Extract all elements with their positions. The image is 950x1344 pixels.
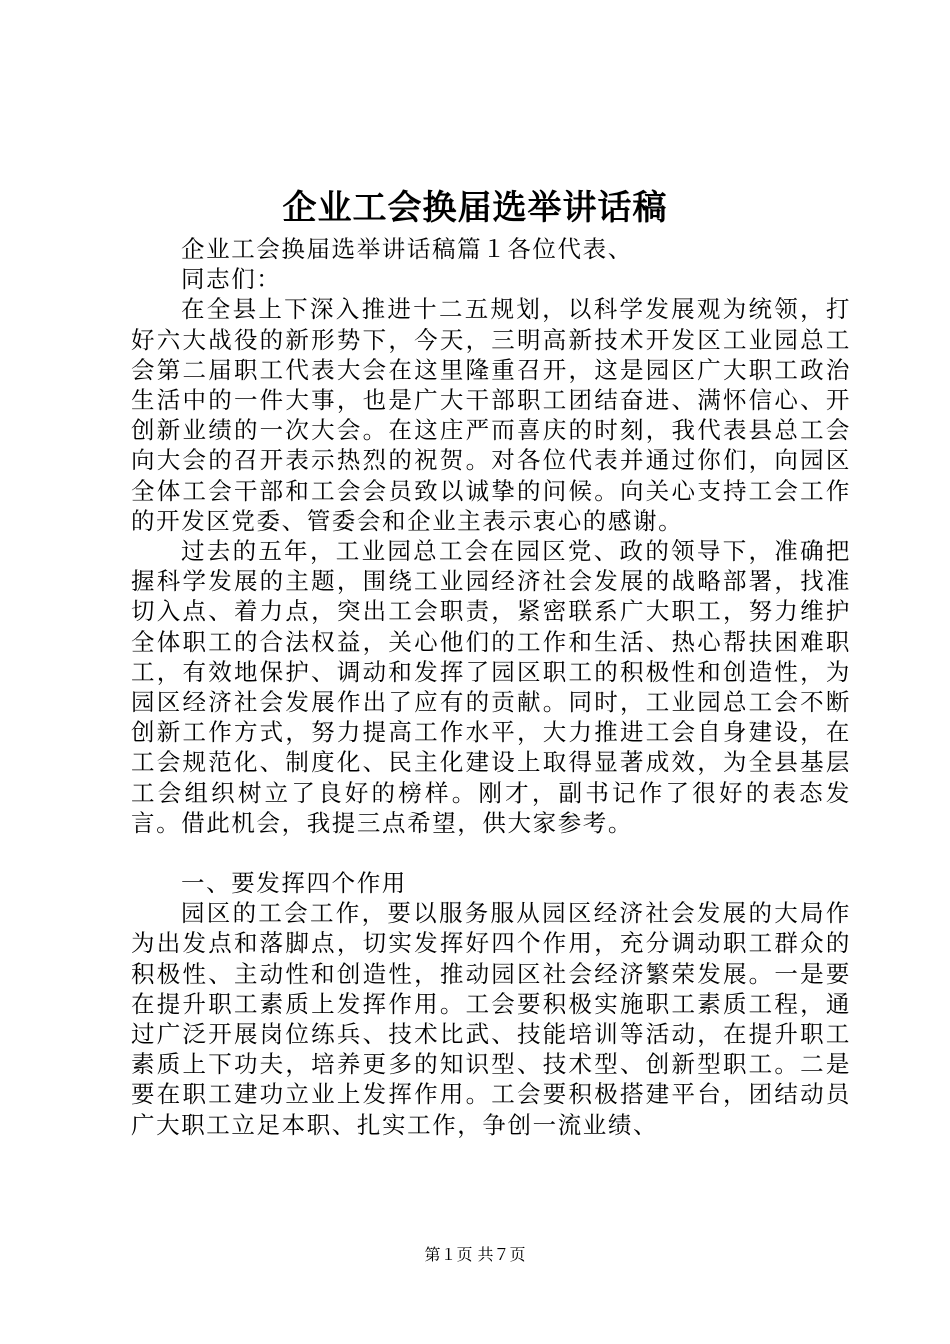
document-body bbox=[131, 234, 851, 1140]
paragraph: 在全县上下深入推进十二五规划，以科学发展观为统领，打好六大战役的新形势下，今天，三明高新技术开发区工业园总工会第二届职工代表大会在这里隆重召开，这是园区广大职工政治生活中的一件大事，也是广大干部职工团结奋进、满怀信心、开创新业绩的一次大会。在这庄严而喜庆的时刻，我代表县总工会向大会的召开表示热烈的祝贺。对各位代表并通过你们，向园区全体工会干部和工会会员致以诚挚的问候。向关心支持工会工作的开发区党委、管委会和企业主表示衷心的感谢。 bbox=[131, 295, 851, 535]
paragraph: 过去的五年，工业园总工会在园区党、政的领导下，准确把握科学发展的主题，围绕工业园经济社会发展的战略部署，找准切入点、着力点，突出工会职责，紧密联系广大职工，努力维护全体职工的合法权益，关心他们的工作和生活、热心帮扶困难职工，有效地保护、调动和发挥了园区职工的积极性和创造性，为园区经济社会发展作出了应有的贡献。同时，工业园总工会不断创新工作方式，努力提高工作水平，大力推进工会自身建设，在工会规范化、制度化、民主化建设上取得显著成效，为全县基层工会组织树立了良好的榜样。刚才，副书记作了很好的表态发言。借此机会，我提三点希望，供大家参考。 bbox=[131, 537, 851, 837]
section-heading: 一、要发挥四个作用 bbox=[181, 869, 407, 898]
page-number: 第１页 共７页 bbox=[424, 1245, 526, 1264]
salutation: 同志们： bbox=[181, 265, 282, 294]
paragraph-gap bbox=[131, 838, 851, 868]
intro-line: 企业工会换届选举讲话稿篇１各位代表、 bbox=[181, 235, 633, 263]
document-title: 企业工会换届选举讲话稿 bbox=[282, 188, 668, 228]
paragraph: 园区的工会工作，要以服务服从园区经济社会发展的大局作为出发点和落脚点，切实发挥好四个作用，充分调动职工群众的积极性、主动性和创造性，推动园区社会经济繁荣发展。一是要在提升职工素质上发挥作用。工会要积极实施职工素质工程，通过广泛开展岗位练兵、技术比武、技能培训等活动，在提升职工素质上下功夫，培养更多的知识型、技术型、创新型职工。二是要在职工建功立业上发挥作用。工会要积极搭建平台，团结动员广大职工立足本职、扎实工作，争创一流业绩、 bbox=[131, 899, 851, 1139]
